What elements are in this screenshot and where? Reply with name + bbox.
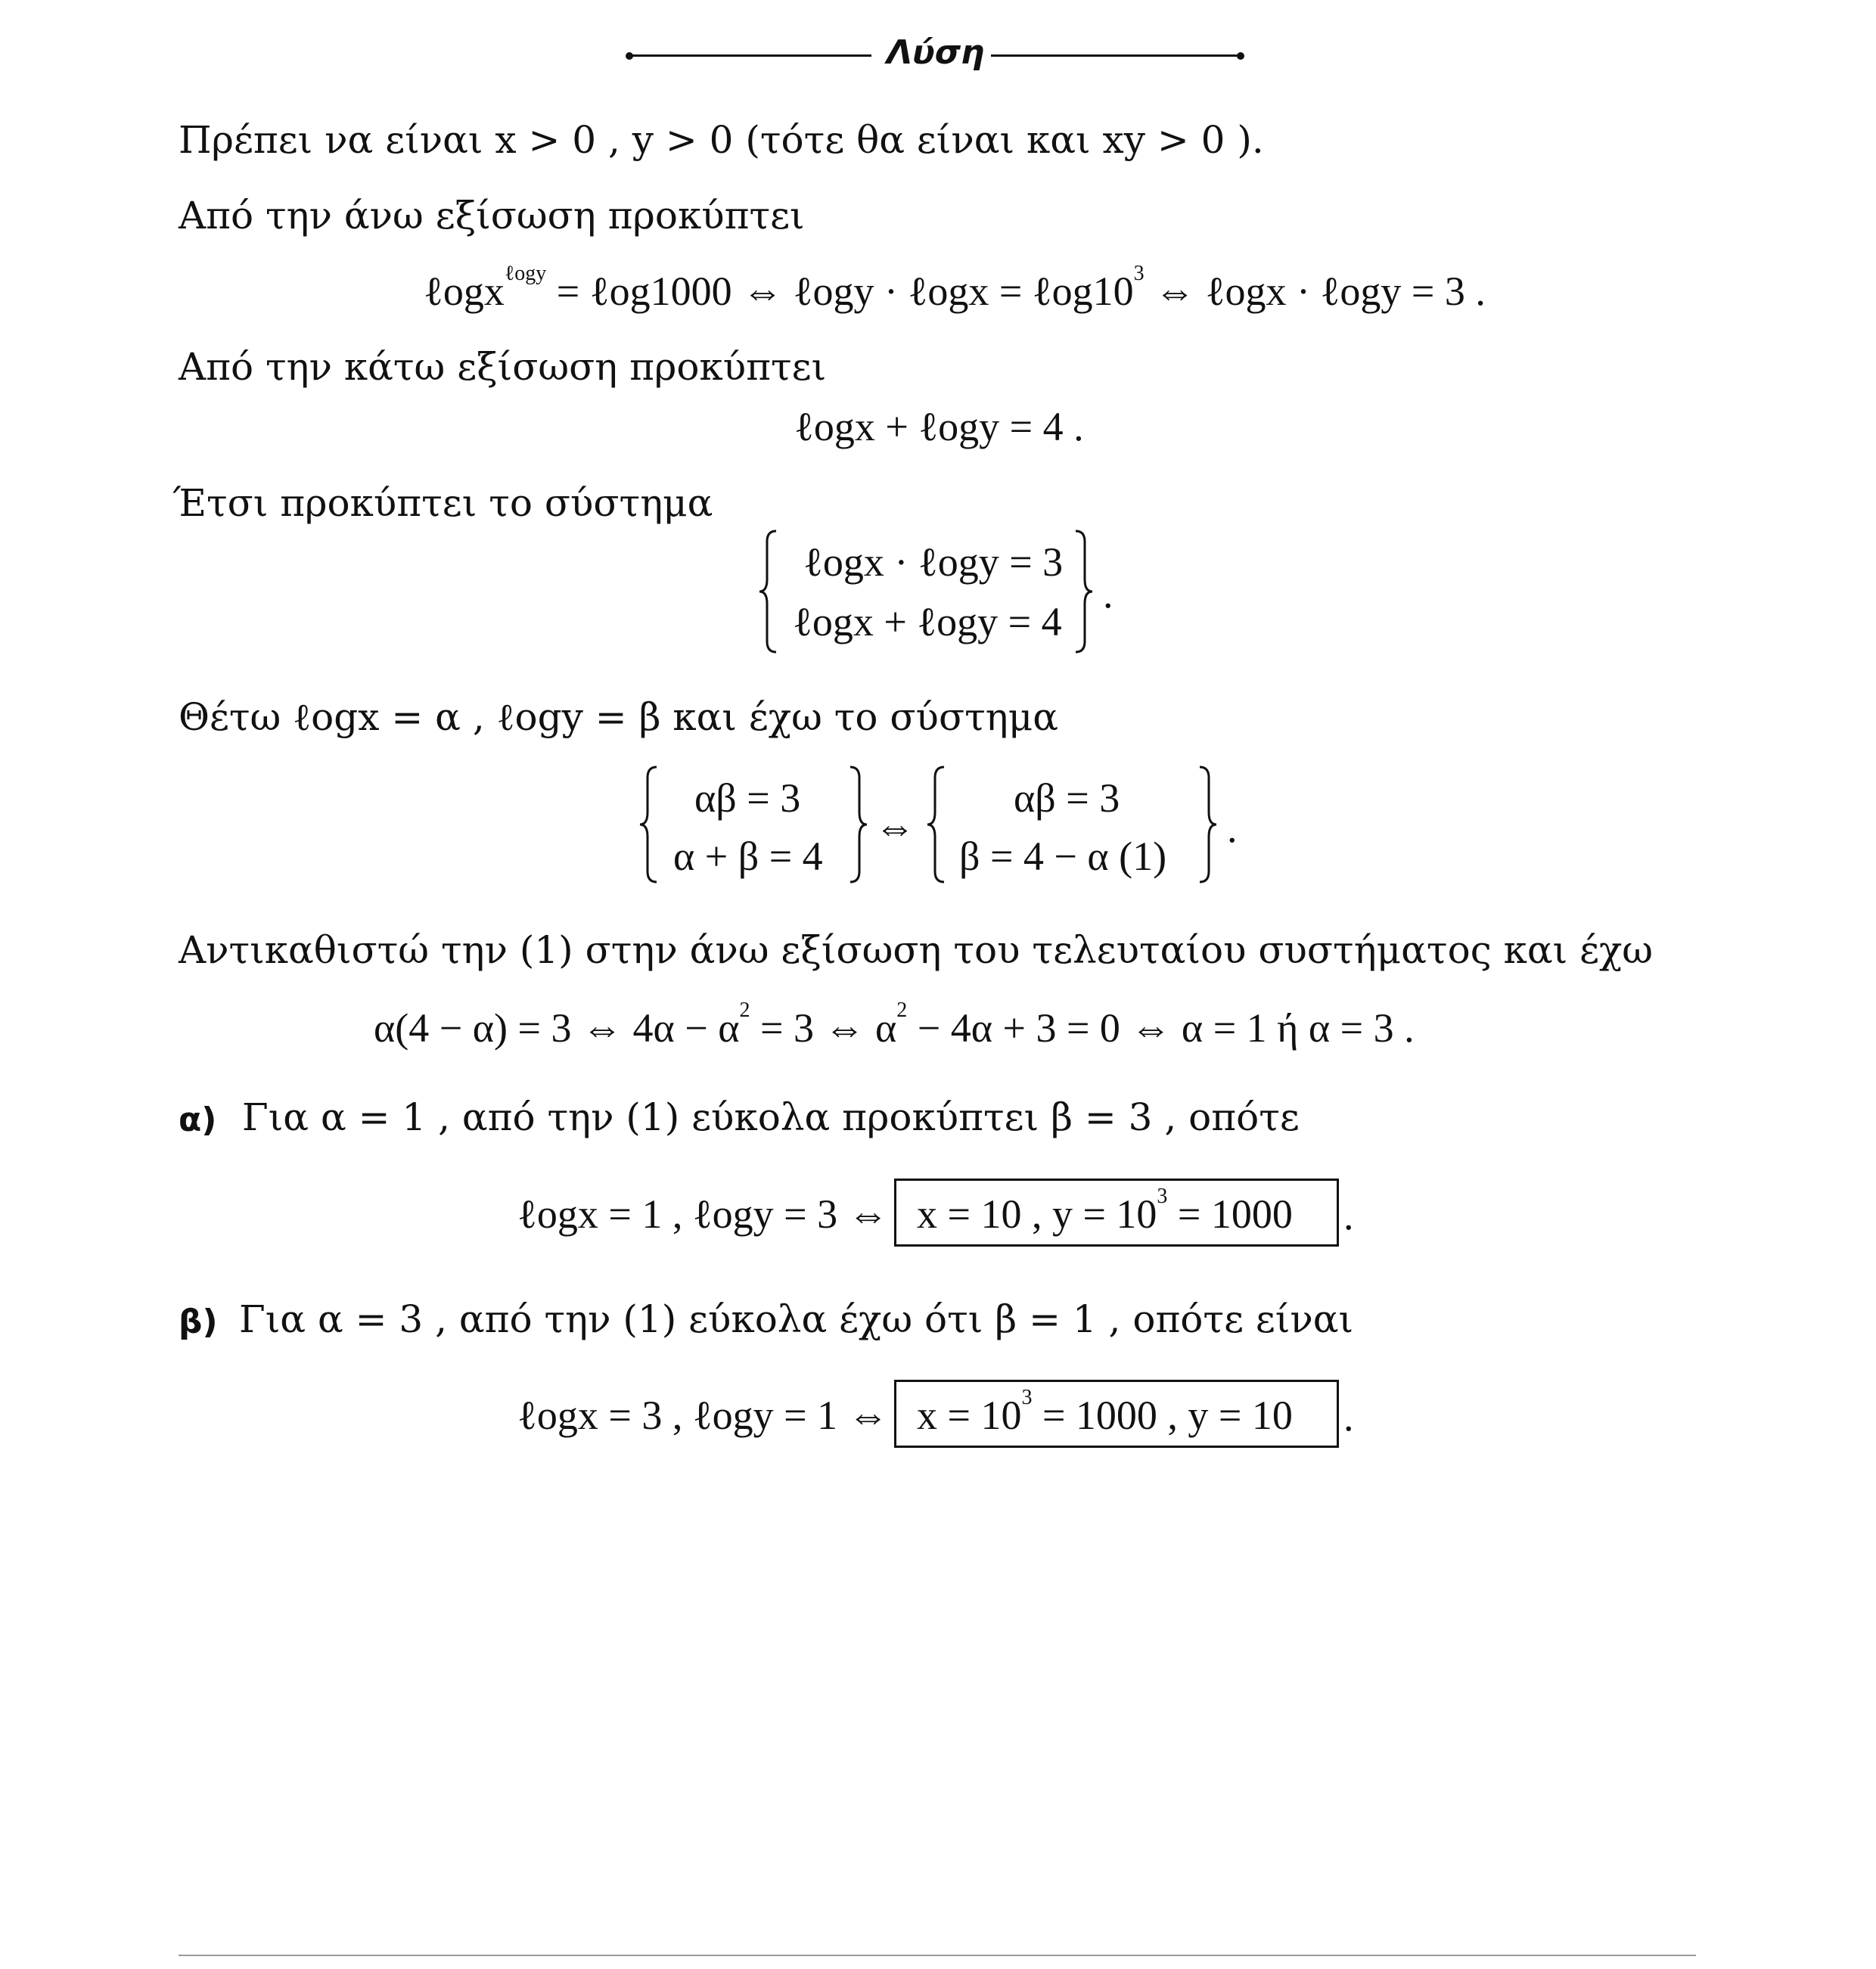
part-a-period: .: [1343, 1193, 1354, 1238]
part-a-result-exponent: 3: [1157, 1185, 1168, 1208]
equation-lower: ℓogx + ℓogy = 4 .: [794, 404, 1084, 449]
part-a-result-part-b: = 1000: [1167, 1191, 1293, 1237]
system1-row2: ℓogx + ℓogy = 4: [793, 599, 1062, 644]
part-b-result-part-b: = 1000 , y = 10: [1032, 1393, 1293, 1438]
system1-right-brace: [1073, 528, 1095, 655]
system1-row1: ℓogx · ℓogy = 3: [803, 539, 1064, 585]
equation-upper: [424, 262, 1486, 314]
eq3-exponent-1: 2: [739, 998, 750, 1022]
text-upper-equation-intro: Από την άνω εξίσωση προκύπτει: [179, 194, 805, 238]
eq1-part-a: ℓogx: [424, 269, 505, 314]
system3-right-brace: [1197, 764, 1219, 885]
text-lower-equation-intro: Από την κάτω εξίσωση προκύπτει: [179, 345, 827, 389]
part-b-result-exponent: 3: [1021, 1386, 1033, 1409]
header-right-dot: [1237, 52, 1244, 60]
eq1-exponent: ℓogy: [504, 262, 547, 285]
system1-left-brace: [756, 528, 779, 655]
eq3-part-c: − 4α + 3 = 0 ⇔ α = 1 ή α = 3 .: [907, 1005, 1415, 1051]
header-left-rule: [629, 54, 871, 57]
part-b-result-part-a: x = 10: [917, 1393, 1022, 1438]
part-b-text: Για α = 3 , από την (1) εύκολα έχω ότι β = 1 , οπότε είναι: [239, 1297, 1354, 1341]
eq3-part-b: = 3 ⇔ α: [750, 1005, 897, 1051]
part-b-equation-left: ℓogx = 3 , ℓogy = 1 ⇔: [517, 1393, 889, 1438]
text-system-intro: Έτσι προκύπτει το σύστημα: [172, 481, 713, 525]
system3-left-brace: [924, 764, 947, 885]
system2-left-brace: [637, 764, 660, 885]
footer-divider: [179, 1955, 1696, 1956]
eq3-part-a: α(4 − α) = 3 ⇔ 4α − α: [374, 1005, 740, 1051]
part-a-text: Για α = 1 , από την (1) εύκολα προκύπτει β = 3 , οπότε: [242, 1095, 1300, 1139]
part-b-result: [917, 1386, 1293, 1438]
part-b-label: β): [179, 1303, 218, 1341]
eq1-part-b: = ℓog1000 ⇔ ℓogy · ℓogx = ℓog10: [546, 269, 1134, 314]
eq3-exponent-2: 2: [896, 998, 908, 1022]
part-a-result-part-a: x = 10 , y = 10: [917, 1191, 1157, 1237]
text-condition: Πρέπει να είναι x > 0 , y > 0 (τότε θα είναι και xy > 0 ).: [179, 118, 1264, 162]
system2-right-brace: [847, 764, 870, 885]
system2-row1: αβ = 3: [694, 775, 801, 821]
part-b-period: .: [1343, 1394, 1354, 1439]
part-a-equation-left: ℓogx = 1 , ℓogy = 3 ⇔: [517, 1191, 889, 1237]
header-right-rule: [991, 54, 1241, 57]
part-a-label: α): [179, 1101, 217, 1139]
system-equivalence: ⇔: [874, 804, 915, 849]
part-a-result: [917, 1185, 1293, 1237]
eq1-part-c: ⇔ ℓogx · ℓogy = 3 .: [1144, 269, 1486, 314]
text-substitution-intro: Θέτω ℓogx = α , ℓogy = β και έχω το σύστημα: [179, 695, 1058, 739]
equation-quadratic: [374, 998, 1415, 1051]
system3-period: .: [1227, 806, 1238, 851]
system3-row1: αβ = 3: [1014, 775, 1120, 821]
text-replace-intro: Αντικαθιστώ την (1) στην άνω εξίσωση του τελευταίου συστήματος και έχω: [179, 928, 1654, 972]
system1-period: .: [1103, 571, 1113, 616]
page-title: Λύση: [887, 33, 985, 72]
system3-row2: β = 4 − α (1): [959, 834, 1167, 879]
eq1-exponent-3: 3: [1133, 262, 1145, 285]
system2-row2: α + β = 4: [673, 834, 823, 879]
